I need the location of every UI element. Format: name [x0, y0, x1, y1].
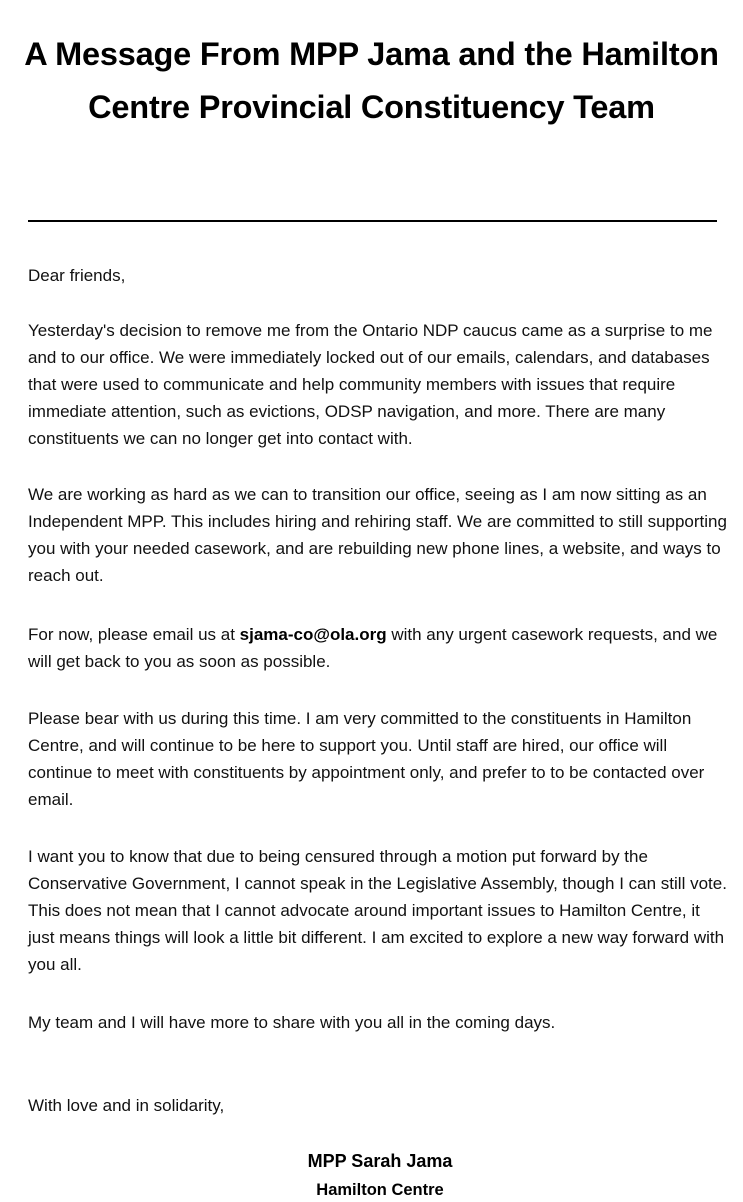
paragraph-censure: I want you to know that due to being censured through a motion put forward by the Conservative Government, I cannot speak in the Legislative Assembly, though I can still vote. This does not mean that I cannot advocate around important issues to Hamilton Centre, it just means things will look a little bit different. I am excited to explore a new way forward with you all. [28, 847, 727, 974]
paragraph-commitment: Please bear with us during this time. I am very committed to the constituents in Hamilton Centre, and will continue to be here to support you. Until staff are hired, our office will continue to meet with constituents by appointment only, and prefer to to be contacted over email. [28, 709, 705, 809]
page-title: A Message From MPP Jama and the Hamilton Centre Provincial Constituency Team [24, 36, 719, 125]
contact-email-link[interactable]: sjama-co@ola.org [239, 625, 387, 644]
paragraph-contact [28, 621, 728, 675]
title-divider [28, 220, 717, 222]
closing-line: With love and in solidarity, [28, 1096, 225, 1115]
contact-text-before: For now, please email us at [28, 625, 240, 644]
salutation: Dear friends, [28, 266, 126, 285]
contact-text-after: with any urgent casework requests, and we will get back to you as soon as possible. [28, 625, 718, 671]
signature-riding: Hamilton Centre [316, 1181, 444, 1199]
signature-name: MPP Sarah Jama [307, 1151, 453, 1171]
paragraph-transition: We are working as hard as we can to transition our office, seeing as I am now sitting as an Independent MPP. This includes hiring and rehiring staff. We are committed to still supporting you with your needed casework, and are rebuilding new phone lines, a website, and ways to reach out. [28, 485, 727, 585]
paragraph-lockout: Yesterday's decision to remove me from the Ontario NDP caucus came as a surprise to me and to our office. We were immediately locked out of our emails, calendars, and databases that were used to communicate and help community members with issues that require immediate attention, such as evictions, ODSP navigation, and more. There are many constituents we can no longer get into contact with. [28, 321, 713, 448]
paragraph-updates: My team and I will have more to share with you all in the coming days. [28, 1013, 556, 1032]
